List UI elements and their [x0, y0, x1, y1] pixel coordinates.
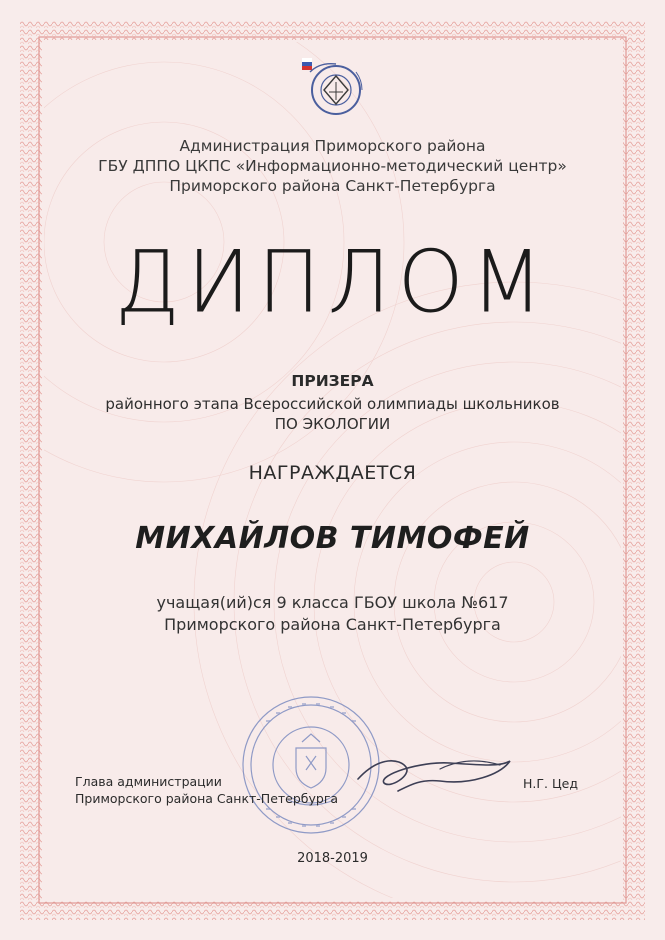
olympiad-logo	[296, 52, 376, 122]
org-line-2: ГБУ ДППО ЦКПС «Информационно-методический центр»	[98, 157, 567, 175]
recipient-name: МИХАЙЛОВ ТИМОФЕЙ	[135, 521, 530, 556]
signatory-position	[75, 773, 338, 807]
diploma-title: ДИПЛОМ	[114, 232, 551, 332]
student-line-1: учащая(ий)ся 9 класса ГБОУ школа №617	[156, 593, 509, 612]
signatory-name: Н.Г. Цед	[523, 776, 578, 791]
org-line-1: Администрация Приморского района	[179, 137, 486, 155]
competition-subject: ПО ЭКОЛОГИИ	[274, 415, 391, 433]
student-line-2: Приморского района Санкт-Петербурга	[164, 615, 501, 634]
competition-line-1: районного этапа Всероссийской олимпиады школьников	[105, 395, 560, 413]
position-line-2: Приморского района Санкт-Петербурга	[75, 791, 339, 806]
handwritten-signature	[350, 745, 520, 805]
organization-block	[60, 136, 605, 196]
student-info	[60, 592, 605, 636]
awarded-label: НАГРАЖДАЕТСЯ	[248, 462, 417, 484]
prize-level: ПРИЗЕРА	[291, 372, 374, 390]
position-line-1: Глава администрации	[75, 774, 222, 789]
academic-year: 2018-2019	[297, 851, 368, 866]
org-line-3: Приморского района Санкт-Петербурга	[169, 177, 496, 195]
competition-description	[60, 394, 605, 434]
